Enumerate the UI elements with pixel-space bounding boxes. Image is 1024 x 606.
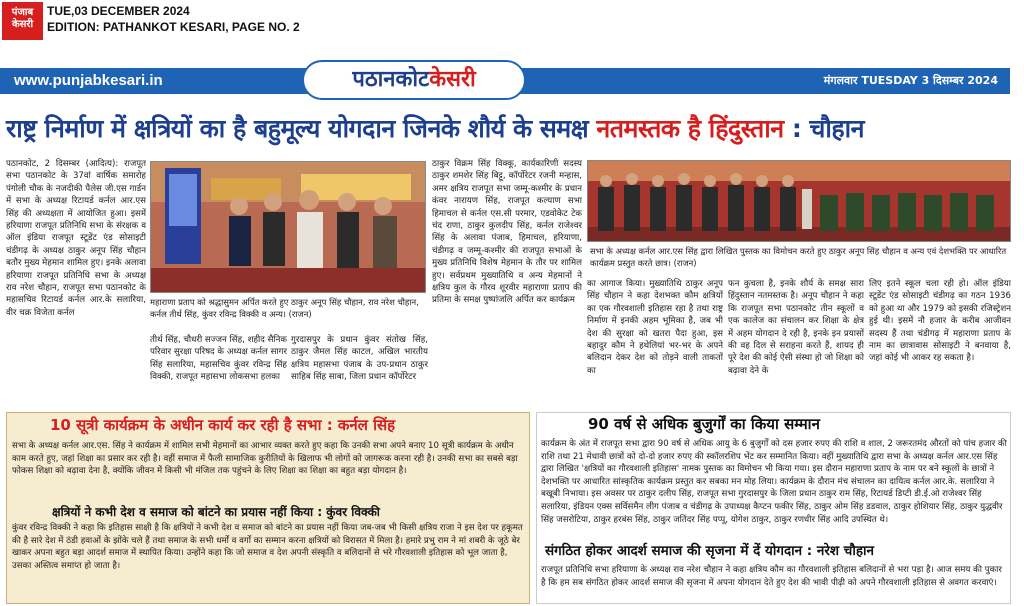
photo-tribute-maharana-pratap: [150, 161, 426, 293]
website-link[interactable]: www.punjabkesari.in: [14, 72, 163, 89]
box-1-text: सभा के अध्यक्ष कर्नल आर.एस. सिंह ने कार्यक्रम में शामिल सभी मेहमानों का आभार व्यक्त करते हुए कहा कि उनकी सभा अपने बनाए 10 सूत्री कार्यक्रम के अधीन काम करते हुए, जहां शिक्षा का प्रसार कर रही है। वहीं समाज में फैली सामाजिक कुरीतियों के खिलाफ भी लोगों को जागरूक करना रही है। उनकी सभा का सबसे बड़ा फोकस शिक्षा को बढ़ावा देना है, क्योंकि जीवन में किसी भी मंजिल तक पहुंचने के लिए शिक्षा का शिक्षा का बहुत बड़ा योगदान है।: [12, 441, 518, 477]
photo-1-caption: महाराणा प्रताप को श्रद्धासुमन अर्पित करते हुए ठाकुर अनूप सिंह चौहान, राव नरेश चौहान, कर्नल तीर्थ सिंह, कुंवर रविन्द्र विक्की व अन्य। (राजन): [150, 297, 419, 319]
photo-2-caption: सभा के अध्यक्ष कर्नल आर.एस सिंह द्वारा लिखित पुस्तक का विमोचन करते हुए ठाकुर अनूप सिंह चौहान व अन्य एवं देशभक्ति पर आधारित कार्यक्रम प्रस्तुत करते छात्र। (राजन): [590, 246, 1007, 268]
box-1-subtitle: क्षत्रियों ने कभी देश व समाज को बांटने का प्रयास नहीं किया : कुंवर विक्की: [52, 505, 380, 519]
punjab-kesari-logo: पंजाब केसरी: [2, 2, 43, 40]
box-2-subtitle: संगठित होकर आदर्श समाज की सृजना में दें योगदान : नरेश चौहान: [545, 543, 875, 559]
article-column-1: पठानकोट, 2 दिसम्बर (आदित्य): राजपूत सभा पठानकोट के 37वां वार्षिक समारोह पंगोली चौक के नजदीकी पैलेस जी.एस गार्डन में सभा के अध्यक्ष रिटायर्ड कर्नल आर.एस सिंह की अध्यक्षता में आयोजित हुआ। इसमें हरियाणा राजपूत प्रतिनिधि सभा के संरक्षक व ऑल इंडिया राजपूत स्टूडेंट एंड सोसाइटी चंडीगढ़ के अध्यक्ष ठाकुर अनूप सिंह चौहान बतौर मुख्य मेहमान शामिल हुए। इनके अलावा हरियाणा राजपूत प्रतिनिधि सभा के अध्यक्ष राव नरेश चौहान, राजपूत सभा पठानकोट के महासचिव रिटायर्ड कर्नल आर.के सलारिया, वीर चक्र विजेता कर्नल: [6, 159, 146, 318]
main-headline: राष्ट्र निर्माण में क्षत्रियों का है बहुमूल्य योगदान जिनके शौर्य के समक्ष नतमस्तक है हिंदुस्तान : चौहान: [6, 114, 865, 143]
photo-2-illustration: [588, 161, 1011, 242]
box-2-subtext: राजपूत प्रतिनिधि सभा हरियाणा के अध्यक्ष राव नरेश चौहान ने कहा क्षत्रिय कौम का गौरवशाली इतिहास बलिदानों से भरा पड़ा है। आज समय की पुकार है कि हम सब संगठित होकर आदर्श समाज की सृजना में अपना योगदान देते हुए देश की भावी पीढ़ी को अपने गौरवशाली इतिहास से अवगत करवाएं।: [541, 565, 1002, 588]
box-1-subtext: कुंवर रविन्द्र विक्की ने कहा कि इतिहास साक्षी है कि क्षत्रियों ने कभी देश व समाज को बांटने का प्रयास नहीं किया जब-जब भी किसी क्षत्रिय राजा ने इस देश पर हकूमत की है सारे देश में ठंडी हवाओं के झोंके चले हैं तथा समाज के सभी धर्मों व वर्गों का सम्मान करना क्षत्रियों को विरासत में मिला है। हमारे प्रभु राम ने मां शबरी के जूठे बेर खाकर अपना बहुत बड़ा आदर्श समाज में स्थापित किया। उन्होंने कहा कि जो समाज व देश अपनी संस्कृति व बलिदानों से भरे गौरवशाली इतिहास को भूल जाता है, उसका अस्तित्व समाप्त हो जाता है।: [12, 523, 523, 571]
article-column-3: ठाकुर विक्रम सिंह विक्कू, कार्यकारिणी सदस्य ठाकुर शमशेर सिंह बिट्टू, कॉर्पोरेटर रजनी मन्हास, अमर क्षत्रिय राजपूत सभा जम्मू-कश्मीर के प्रधान कंवर नारायण सिंह, राजपूत कल्याण सभा हिमाचल से कर्नल एस.सी परमार, एडवोकेट टेक चंद राणा, ठाकुर कुलदीप सिंह, कर्नल राजेश्वर सिंह के अलावा पंजाब, हिमाचल, हरियाणा, चंडीगढ़ व जम्मू-कश्मीर की राजपूत सभाओं के मुख्य प्रतिनिधि विशेष मेहमान के तौर पर शामिल हुए। सर्वप्रथम मुख्यातिथि व अन्य मेहमानों ने क्षत्रिय कुल के गौरव शूरवीर महाराणा प्रताप की प्रतिमा के समक्ष पुष्पांजलि अर्पित कर कार्यक्रम: [432, 159, 582, 306]
masthead-part1: पठानकोट: [352, 67, 430, 92]
article-column-4: का आगाज किया। मुख्यातिथि ठाकुर अनूप सिंह चौहान ने कहा देशभक्त कौम क्षत्रियों का एक गौरवशाली इतिहास रहा है तथा राष्ट्र निर्माण में इनकी अहम भूमिका है, जब भी देश की सुरक्षा को खतरा पैदा हुआ, इस बहादुर कौम ने हथेलियां भर-भर के अपने बलिदान देकर देश को तोड़ने वाली ताकतों का: [587, 279, 723, 376]
article-column-2a: तीर्थ सिंह, चौधरी सज्जन सिंह, शहीद सैनिक परिवार सुरक्षा परिषद के अध्यक्ष कर्नल सागर सिंह सलारिया, महासचिव कुंवर रविन्द्र सिंह विक्की, राजपूत महासभा लोकसभा हलका: [150, 335, 287, 383]
box-2-title: 90 वर्ष से अधिक बुजुर्गों का किया सम्मान: [588, 415, 820, 433]
banner-date: मंगलवार TUESDAY 3 दिसम्बर 2024: [823, 74, 998, 87]
edition-date: TUE,03 DECEMBER 2024: [47, 4, 190, 18]
article-column-2b: गुरदासपुर के प्रधान कुंवर संतोख सिंह, ठाकुर जैमल सिंह काटल, अखिल भारतीय क्षत्रिय महासभा पंजाब के उप-प्रधान ठाकुर साहिब सिंह साबा, जिला प्रधान कॉर्पोरेटर: [291, 335, 428, 383]
article-column-6: लिए इतने स्कूल चला रही हो। ऑल इंडिया स्टूडेंट एंड सोसाइटी चंडीगढ़ का गठन 1936 को हुआ था और 1979 को इसकी रजिस्ट्रेशन हुई थी। इसमें नौ हजार के करीब आजीवन सदस्य हैं तथा चंडीगढ़ में महाराणा प्रताप के नाम का छात्रावास सोसाइटी ने बनवाया है, जहां कोई भी आकर रह सकता है।: [869, 279, 1011, 364]
masthead-part2: केसरी: [429, 67, 476, 92]
box-1-title: 10 सूत्री कार्यक्रम के अधीन कार्य कर रही है सभा : कर्नल सिंह: [50, 416, 396, 434]
masthead: [302, 60, 526, 100]
photo-book-release: [587, 160, 1011, 242]
article-column-5: फन कुचला है, इनके शौर्य के समक्ष सारा हिंदुस्तान नतमस्तक है। अनूप चौहान ने कहा कि राजपूत सभा पठानकोट तीन स्कूलों व एक कालेज का संचालन कर शिक्षा के क्षेत्र में अहम योगदान दे रही है, इनके इन प्रयासों की वह दिल से सराहना करते हैं, शायद ही पूरे देश की कोई ऐसी संस्था हो जो शिक्षा को बढ़ावा देने के: [728, 279, 864, 376]
box-2-text: कार्यक्रम के अंत में राजपूत सभा द्वारा 90 वर्ष से अधिक आयु के 6 बुजुर्गों को दस हजार रुपए की राशि व शाल, 2 जरूरतमंद औरतों को पांच हजार की राशि तथा 21 मेधावी छात्रों को दो-दो हजार रुपए की स्कॉलरशिप भेंट कर सम्मानित किया। वहीं मुख्यातिथि द्वारा सभा के अध्यक्ष कर्नल आर.एस सिंह द्वारा लिखित 'क्षत्रियों का गौरवशाली इतिहास' नामक पुस्तक का विमोचन भी किया गया। इस दौरान महाराणा प्रताप के नाम पर बने स्कूलों के छात्रों ने देशभक्ति पर आधारित सांस्कृतिक कार्यक्रम प्रस्तुत कर सबका मन मोह लिया। कार्यक्रम के दौरान मंच संचालन का दायित्व कर्नल आर.के. सलारिया ने बखूबी निभाया। इस अवसर पर ठाकुर दलीप सिंह, राजपूत सभा गुरदासपुर के जिला प्रधान ठाकुर राम सिंह, रिटायर्ड डिप्टी डी.ई.ओ राजेश्वर सिंह सलारिया, इंडियन एक्स सर्विसमैन लीग पंजाब व चंडीगढ़ के उपाध्यक्ष कैप्टन फकीर सिंह, ठाकुर ओम सिंह डडवाल, ठाकुर होशियार सिंह, ठाकुर युद्धवीर सिंह जसरोटिया, ठाकुर हरबंस सिंह, ठाकुर जतिंदर सिंह पप्पू, योगेश ठाकुर, ठाकुर रणधीर सिंह आदि उपस्थित थे।: [541, 439, 1007, 525]
photo-1-illustration: [151, 162, 426, 293]
edition-info: EDITION: PATHANKOT KESARI, PAGE NO. 2: [47, 20, 300, 34]
